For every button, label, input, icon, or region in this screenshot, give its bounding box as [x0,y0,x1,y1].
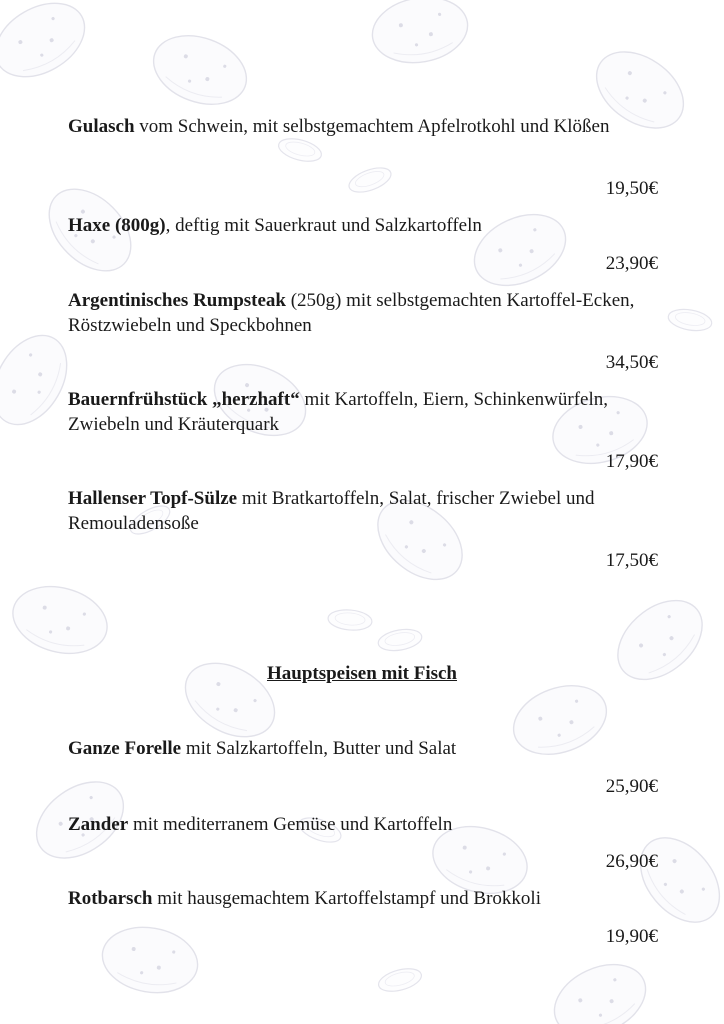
menu-item-description: Ganze Forelle mit Salzkartoffeln, Butter und Salat [68,738,457,759]
menu-item-forelle [68,736,658,797]
menu-item-price: 19,90€ [605,926,658,947]
dish-name: Argentinisches Rumpsteak [68,290,286,311]
menu-item-description: Gulasch vom Schwein, mit selbstgemachtem Apfelrotkohl und Klößen [68,116,610,137]
menu-item-price: 17,90€ [605,451,658,472]
menu-item-bauernfruehstueck [68,387,658,472]
menu-item-zander [68,812,658,872]
dish-name: Zander [68,814,129,835]
menu-item-description: Argentinisches Rumpsteak (250g) mit selbstgemachten Kartoffel-Ecken, Röstzwiebeln und Speckbohnen [68,290,635,336]
menu-item-topf-suelze [68,486,658,571]
dish-name: Hallenser Topf-Sülze [68,488,238,509]
menu-item-description: Rotbarsch mit hausgemachtem Kartoffelstampf und Brokkoli [68,888,541,909]
menu-item-description: Zander mit mediterranem Gemüse und Kartoffeln [68,814,453,835]
dish-name: Rotbarsch [68,888,153,909]
dish-name: Gulasch [68,116,135,137]
menu-item-description: Hallenser Topf-Sülze mit Bratkartoffeln, Salat, frischer Zwiebel und Remouladensoße [68,488,595,534]
menu-item-price: 23,90€ [605,253,658,274]
dish-name: Bauernfrühstück „herzhaft“ [68,389,300,410]
menu-item-description: Bauernfrühstück „herzhaft“ mit Kartoffeln, Eiern, Schinkenwürfeln, Zwiebeln und Kräuterquark [68,389,609,435]
menu-item-description: Haxe (800g), deftig mit Sauerkraut und Salzkartoffeln [68,215,482,236]
menu-item-haxe [68,213,658,274]
menu-item-price: 19,50€ [605,178,658,199]
menu-item-price: 34,50€ [605,352,658,373]
menu-item-rotbarsch [68,886,658,947]
menu-item-gulasch [68,114,658,199]
dish-name: Ganze Forelle [68,738,182,759]
dish-name: Haxe (800g) [68,215,166,236]
menu-item-price: 17,50€ [605,550,658,571]
section-title-fish: Hauptspeisen mit Fisch [266,663,458,684]
menu-item-rumpsteak [68,288,658,373]
menu-item-price: 25,90€ [605,776,658,797]
menu-item-price: 26,90€ [605,851,658,872]
